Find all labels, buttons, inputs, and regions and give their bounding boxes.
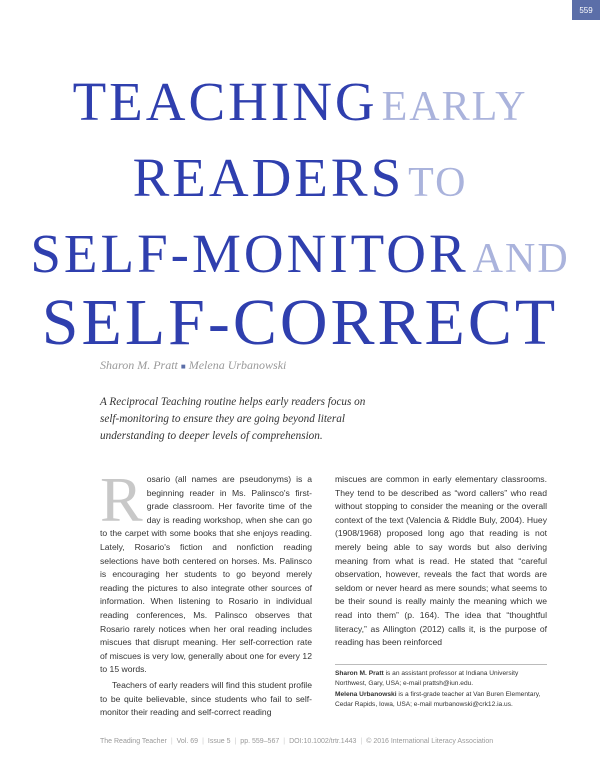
author-note-name: Sharon M. Pratt (335, 670, 384, 677)
author-line (100, 358, 286, 373)
footer-pages: pp. 559–567 (240, 738, 280, 745)
page-footer: The Reading Teacher | Vol. 69 | Issue 5 | pp. 559–567 | DOI:10.1002/trtr.1443 | © 2016 International Literacy Association (100, 738, 494, 745)
footer-volume: Vol. 69 (176, 738, 199, 745)
author-separator-icon: ■ (180, 362, 186, 371)
title-line-3 (0, 223, 600, 284)
footer-doi: DOI:10.1002/trtr.1443 (289, 738, 357, 745)
author-note-text: is an assistant professor at Indiana University Northwest, Gary, USA; e-mail prattsh@iun.edu. (335, 670, 519, 687)
footer-copyright: © 2016 International Literacy Association (366, 738, 494, 745)
title-word: SELF-MONITOR (30, 223, 469, 284)
body-column-right (335, 473, 547, 650)
title-line-4 (0, 286, 600, 359)
author-name: Sharon M. Pratt (100, 358, 178, 372)
title-word: EARLY (381, 84, 528, 130)
title-line-1 (0, 71, 600, 132)
body-paragraph: miscues are common in early elementary classrooms. They tend to be described as “word callers” who read without stopping to consider the meaning or the overall context of the text (Valencia & Riddle Buly, 2004). Huey (1908/1968) proposed long ago that reading is not merely being able to say words but also deriving meaning from what is read. He stated that “careful observation, however, reveals the fact that words are seldom or never heard as mere sounds; what seems to be their sound is really mainly the meaning which we read into them” (p. 164). The idea that “thoughtful literacy,” as Allington (2012) calls it, is the purpose of reading has been reinforced (335, 474, 547, 648)
author-name: Melena Urbanowski (188, 358, 287, 372)
title-word: READERS (132, 147, 405, 208)
body-paragraph: osario (all names are pseudonyms) is a beginning reader in Ms. Palinsco's first-grade classroom. Her favorite time of the day is reading workshop, when she can go to the carpet with some books that she enjoys reading. Lately, Rosario's fiction and nonfiction reading selections have both centered on horses. Ms. Palinsco is encouraging her students to go beyond merely reading the pictures to also integrate other sources of information. When listening to Rosario in individual reading conferences, Ms. Palinsco observes that Rosario rarely notices when her oral reading includes miscues that disrupt meaning. Her self-correction rate of miscues is very low, generally about one for every 12 to 15 words. (100, 474, 312, 675)
author-note-name: Melena Urbanowski (335, 691, 397, 699)
page-number-badge: 559 (572, 0, 600, 20)
title-word: TEACHING (72, 71, 378, 132)
body-paragraph: Teachers of early readers will find this student profile to be quite believable, since students who fail to self-monitor their reading and self-correct reading (100, 679, 312, 718)
drop-cap: R (100, 464, 143, 535)
title-word: TO (408, 160, 468, 206)
title-word: AND (472, 236, 570, 282)
footer-journal: The Reading Teacher (100, 738, 167, 745)
body-column-left (100, 464, 312, 720)
author-note (335, 669, 547, 688)
abstract: A Reciprocal Teaching routine helps early readers focus on self-monitoring to ensure they are going beyond literal understanding to deeper levels of comprehension. (100, 396, 366, 442)
footer-issue: Issue 5 (207, 738, 231, 745)
title-line-2 (0, 147, 600, 208)
title-word: SELF-CORRECT (41, 286, 559, 359)
author-note-text: is a first-grade teacher at Van Buren Elementary, Cedar Rapids, Iowa, USA; e-mail murbanowski@crk12.ia.us. (335, 691, 541, 708)
author-note (335, 690, 547, 709)
author-notes (335, 664, 547, 711)
